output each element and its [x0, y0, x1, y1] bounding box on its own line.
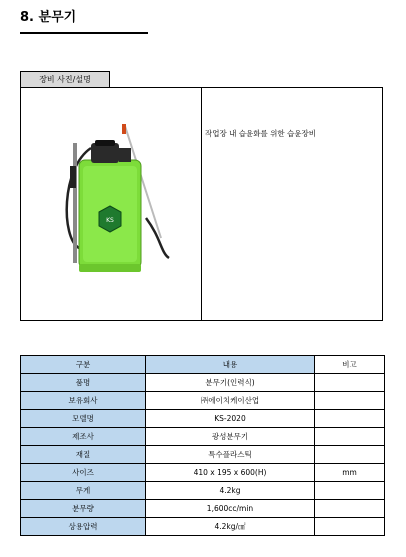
row-value: 특수플라스틱: [146, 446, 315, 464]
table-row: [21, 500, 385, 518]
row-note: [315, 446, 385, 464]
table-row: [21, 392, 385, 410]
row-value: 광성분무기: [146, 428, 315, 446]
spec-header-row: [21, 356, 385, 374]
row-note: [315, 410, 385, 428]
header-content: 내용: [146, 356, 315, 374]
row-value: 분무기(인력식): [146, 374, 315, 392]
row-value: 410 x 195 x 600(H): [146, 464, 315, 482]
row-note: [315, 482, 385, 500]
table-row: [21, 410, 385, 428]
table-row: [21, 446, 385, 464]
row-label: 재질: [21, 446, 146, 464]
table-row: [21, 482, 385, 500]
title-underline: [20, 32, 148, 34]
sprayer-badge-text: KS: [106, 217, 114, 224]
spec-table: [20, 355, 385, 536]
equipment-photo-cell: [21, 88, 201, 320]
photo-cell-divider: [201, 88, 202, 320]
row-label: 상용압력: [21, 518, 146, 536]
row-value: 4.2kg: [146, 482, 315, 500]
equipment-description: 작업장 내 습윤화를 위한 습윤장비: [205, 129, 316, 138]
section-title: 8. 분무기: [20, 10, 77, 25]
header-category: 구분: [21, 356, 146, 374]
row-note: [315, 392, 385, 410]
row-label: 분무량: [21, 500, 146, 518]
row-note: mm: [315, 464, 385, 482]
row-value: ㈜에이치케이산업: [146, 392, 315, 410]
table-row: [21, 464, 385, 482]
row-label: 품명: [21, 374, 146, 392]
row-note: [315, 428, 385, 446]
row-note: [315, 374, 385, 392]
row-value: KS-2020: [146, 410, 315, 428]
photo-section-tab: 장비 사진/설명: [20, 71, 110, 88]
row-label: 제조사: [21, 428, 146, 446]
photo-section-box: [20, 87, 383, 321]
row-label: 모델명: [21, 410, 146, 428]
row-note: [315, 500, 385, 518]
row-label: 무게: [21, 482, 146, 500]
sprayer-image: [21, 88, 201, 320]
row-value: 1,600cc/min: [146, 500, 315, 518]
table-row: [21, 428, 385, 446]
table-row: [21, 518, 385, 536]
row-note: [315, 518, 385, 536]
row-label: 사이즈: [21, 464, 146, 482]
row-value: 4.2kg/㎠: [146, 518, 315, 536]
header-note: 비고: [315, 356, 385, 374]
table-row: [21, 374, 385, 392]
row-label: 보유회사: [21, 392, 146, 410]
